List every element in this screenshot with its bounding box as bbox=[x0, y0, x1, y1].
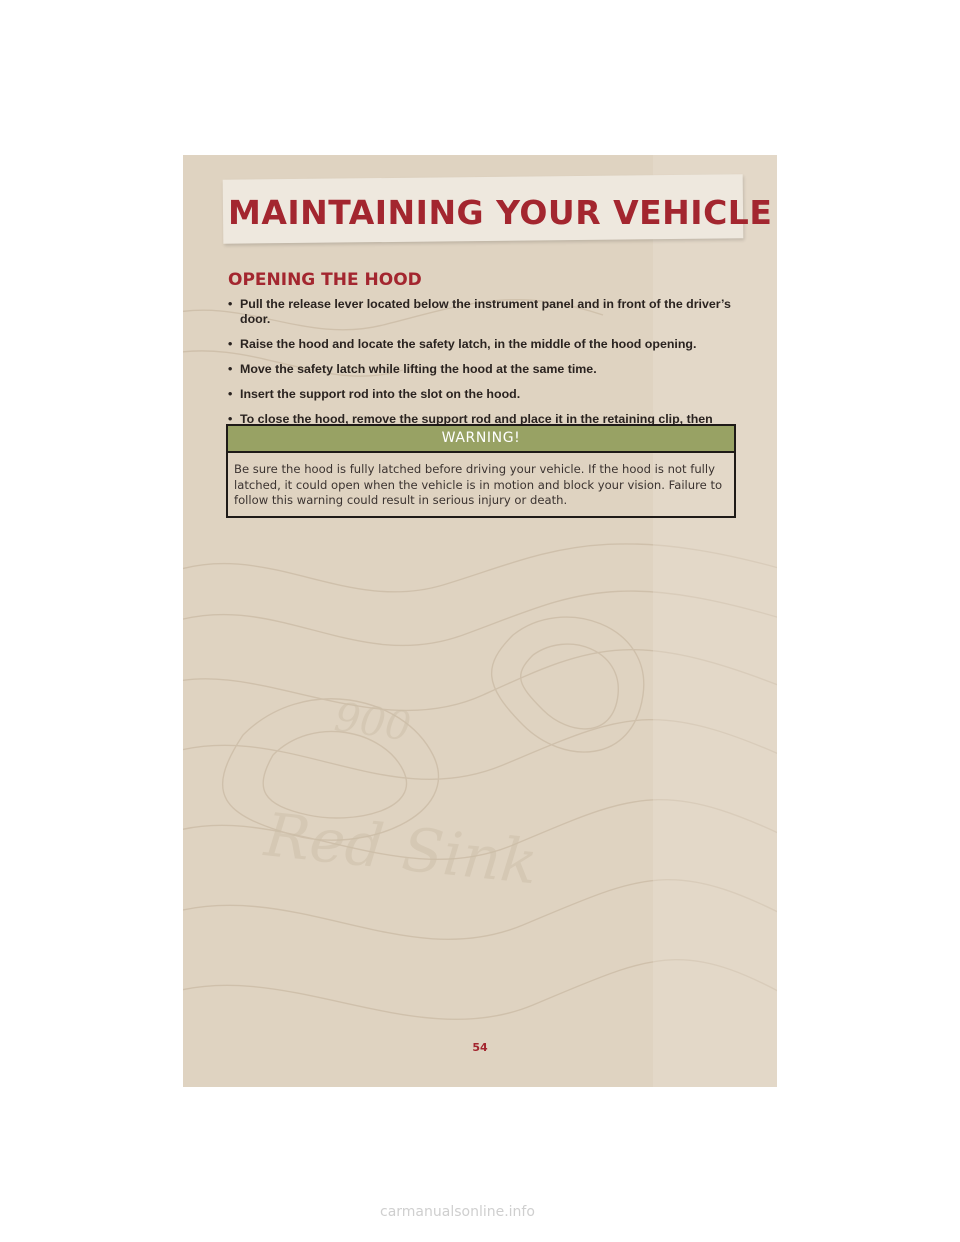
bullet-icon: • bbox=[228, 337, 233, 351]
list-item: • Pull the release lever located below the instrument panel and in front of the driver’s door. bbox=[228, 297, 731, 326]
warning-text: Be sure the hood is fully latched before driving your vehicle. If the hood is not fully latched, it could open when the vehicle is in motion and block your vision. Failure to follow this warning could result in serious injury or death. bbox=[234, 462, 723, 507]
page-number: 54 bbox=[472, 1041, 488, 1054]
svg-text:900: 900 bbox=[331, 694, 414, 751]
warning-box bbox=[226, 424, 736, 518]
list-item: • To close the hood, remove the support rod and place it in the retaining clip, then bbox=[228, 412, 713, 426]
list-item: • Raise the hood and locate the safety latch, in the middle of the hood opening. bbox=[228, 337, 697, 351]
warning-title: WARNING! bbox=[228, 426, 734, 453]
svg-text:Red Sink: Red Sink bbox=[261, 800, 541, 899]
bullet-icon: • bbox=[228, 362, 233, 376]
list-item: • Move the safety latch while lifting the hood at the same time. bbox=[228, 362, 597, 376]
list-item: • Insert the support rod into the slot on the hood. bbox=[228, 387, 521, 401]
bullet-icon: • bbox=[228, 387, 233, 401]
manual-page bbox=[183, 155, 777, 1087]
watermark-text: carmanualsonline.info bbox=[380, 1204, 535, 1220]
topographic-background bbox=[183, 155, 777, 1087]
bullet-icon: • bbox=[228, 412, 233, 426]
section-heading: OPENING THE HOOD bbox=[228, 270, 422, 290]
bullet-icon: • bbox=[228, 297, 233, 311]
page-title: MAINTAINING YOUR VEHICLE bbox=[228, 193, 773, 232]
